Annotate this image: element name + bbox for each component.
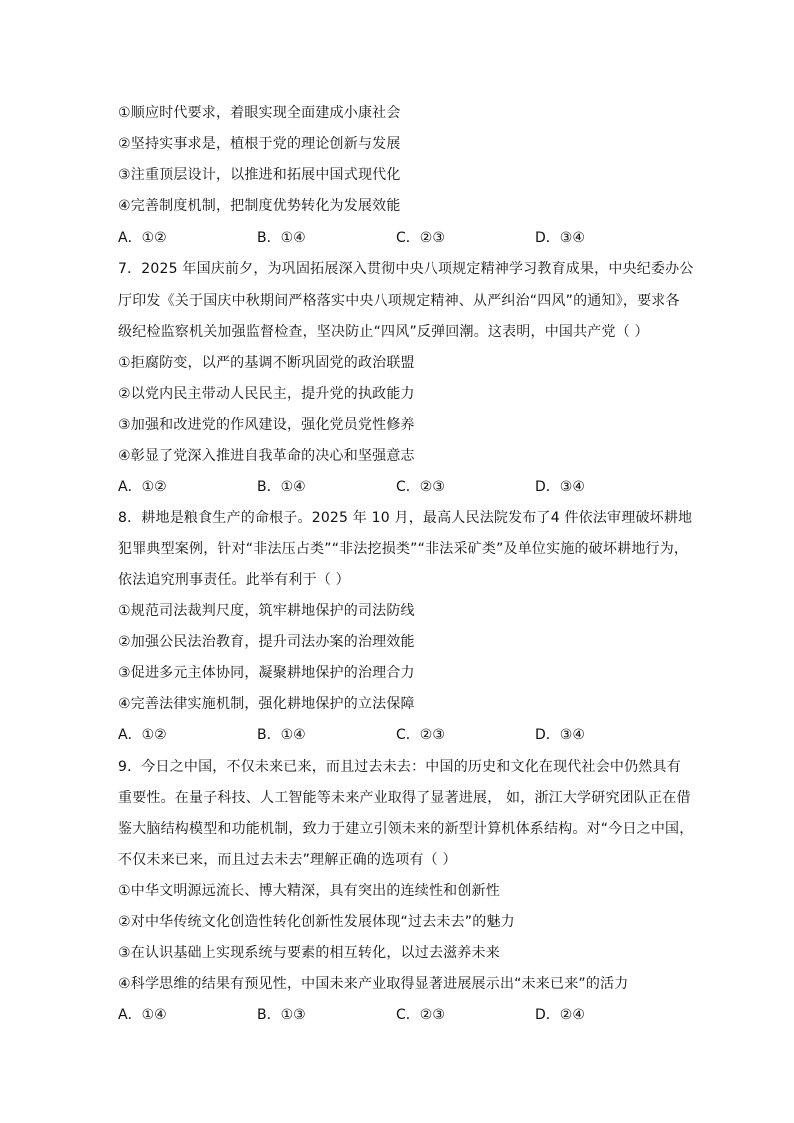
q6-item-1: ①顺应时代要求，着眼实现全面建成小康社会 bbox=[118, 105, 401, 121]
q6-item-2: ②坚持实事求是，植根于党的理论创新与发展 bbox=[118, 136, 401, 152]
q6-option-c[interactable]: C．②③ bbox=[396, 230, 445, 246]
q7-option-d[interactable]: D．③④ bbox=[535, 479, 585, 495]
q7-option-a[interactable]: A．①② bbox=[118, 479, 167, 495]
q6-option-a[interactable]: A．①② bbox=[118, 230, 167, 246]
q9-item-4: ④科学思维的结果有预见性，中国未来产业取得显著进展展示出“未来已来”的活力 bbox=[118, 976, 629, 992]
q8-option-d[interactable]: D．③④ bbox=[535, 727, 585, 743]
q8-option-a[interactable]: A．①② bbox=[118, 727, 167, 743]
q6-option-d[interactable]: D．③④ bbox=[535, 230, 585, 246]
q8-option-c[interactable]: C．②③ bbox=[396, 727, 445, 743]
q9-stem-line-2: 重要性。在量子科技、人工智能等未来产业取得了显著进展， 如，浙江大学研究团队正在借 bbox=[118, 790, 691, 806]
q9-stem-line-3: 鉴大脑结构模型和功能机制，致力于建立引领未来的新型计算机体系结构。对“今日之中国， bbox=[118, 821, 694, 837]
q7-item-3: ③加强和改进党的作风建设，强化党员党性修养 bbox=[118, 417, 415, 433]
q7-stem-line-2: 厅印发《关于国庆中秋期间严格落实中央八项规定精神、从严纠治“四风”的通知》，要求各 bbox=[118, 293, 680, 309]
q7-item-1: ①拒腐防变，以严的基调不断巩固党的政治联盟 bbox=[118, 355, 415, 371]
q9-item-3: ③在认识基础上实现系统与要素的相互转化，以过去滋养未来 bbox=[118, 945, 500, 961]
q9-stem-line-1: 9．今日之中国，不仅未来已来，而且过去未去：中国的历史和文化在现代社会中仍然具有 bbox=[118, 759, 681, 775]
q6-item-4: ④完善制度机制，把制度优势转化为发展效能 bbox=[118, 198, 401, 214]
q9-option-c[interactable]: C．②③ bbox=[396, 1007, 445, 1023]
q7-item-2: ②以党内民主带动人民民主，提升党的执政能力 bbox=[118, 386, 415, 402]
q6-option-b[interactable]: B．①④ bbox=[257, 230, 306, 246]
q7-stem-line-3: 级纪检监察机关加强监督检查，坚决防止“四风”反弹回潮。这表明，中国共产党（ ） bbox=[118, 324, 649, 340]
q8-option-b[interactable]: B．①④ bbox=[257, 727, 306, 743]
q9-item-2: ②对中华传统文化创造性转化创新性发展体现“过去未去”的魅力 bbox=[118, 914, 515, 930]
q8-item-4: ④完善法律实施机制，强化耕地保护的立法保障 bbox=[118, 696, 415, 712]
q8-stem-line-3: 依法追究刑事责任。此举有利于（ ） bbox=[118, 572, 350, 588]
q8-stem-line-1: 8．耕地是粮食生产的命根子。2025 年 10 月，最高人民法院发布了4 件依法审理破坏耕地 bbox=[118, 510, 693, 526]
q9-item-1: ①中华文明源远流长、博大精深，具有突出的连续性和创新性 bbox=[118, 883, 500, 899]
q7-item-4: ④彰显了党深入推进自我革命的决心和坚强意志 bbox=[118, 448, 415, 464]
q7-option-b[interactable]: B．①④ bbox=[257, 479, 306, 495]
q9-option-a[interactable]: A．①④ bbox=[118, 1007, 167, 1023]
q7-stem-line-1: 7．2025 年国庆前夕，为巩固拓展深入贯彻中央八项规定精神学习教育成果，中央纪委办公 bbox=[118, 261, 694, 277]
q9-option-d[interactable]: D．②④ bbox=[535, 1007, 585, 1023]
q8-stem-line-2: 犯罪典型案例，针对“非法压占类”“非法挖损类”“非法采矿类”及单位实施的破坏耕地行为， bbox=[118, 541, 689, 557]
q8-item-1: ①规范司法裁判尺度，筑牢耕地保护的司法防线 bbox=[118, 603, 415, 619]
q9-stem-line-4: 不仅未来已来，而且过去未去”理解正确的选项有（ ） bbox=[118, 852, 457, 868]
q8-item-2: ②加强公民法治教育，提升司法办案的治理效能 bbox=[118, 634, 415, 650]
q7-option-c[interactable]: C．②③ bbox=[396, 479, 445, 495]
q8-item-3: ③促进多元主体协同，凝聚耕地保护的治理合力 bbox=[118, 665, 415, 681]
q6-item-3: ③注重顶层设计，以推进和拓展中国式现代化 bbox=[118, 167, 401, 183]
q9-option-b[interactable]: B．①③ bbox=[257, 1007, 306, 1023]
